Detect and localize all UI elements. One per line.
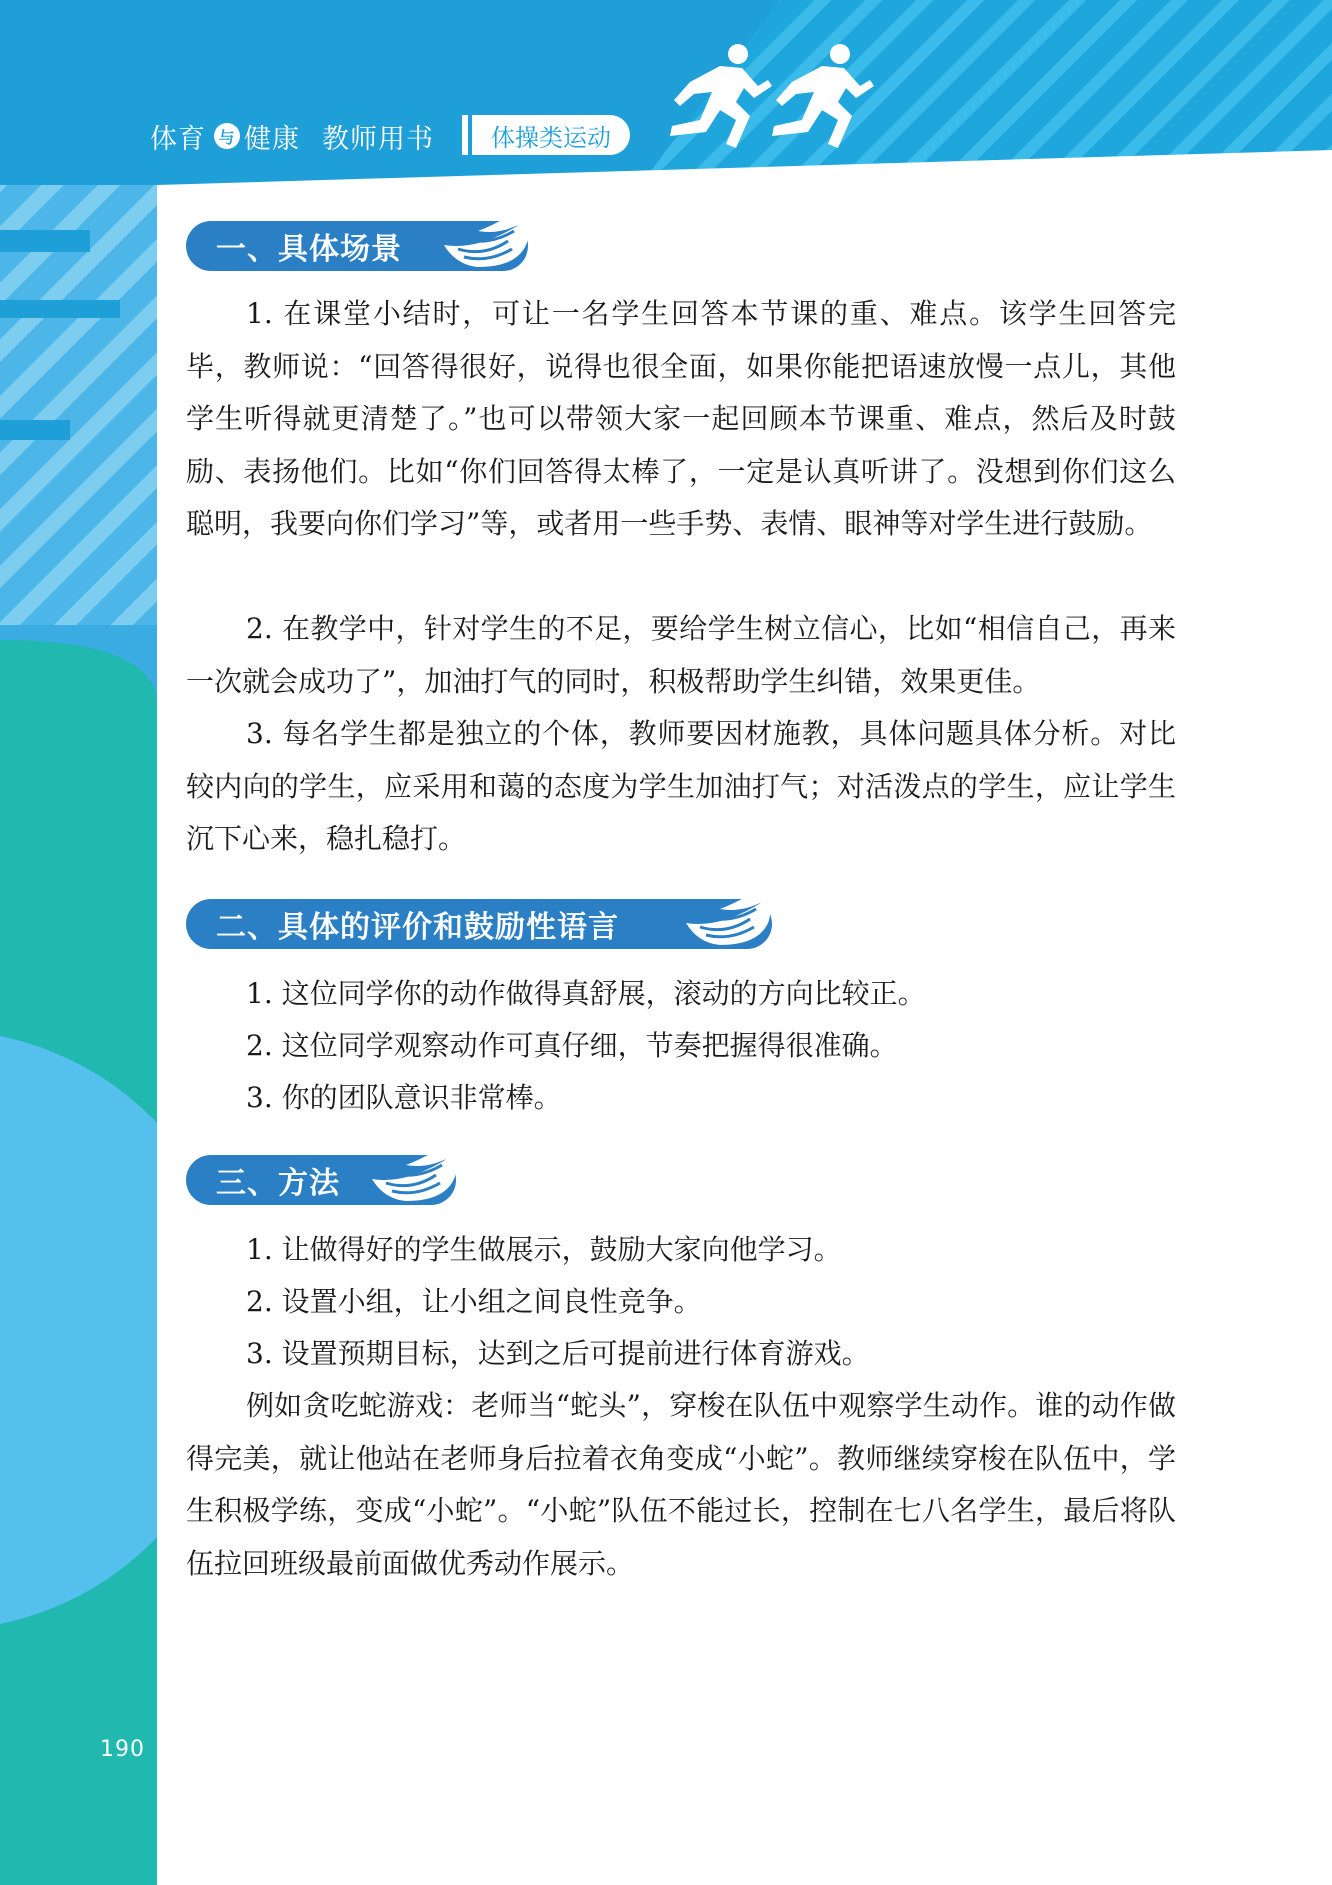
section-1-paragraph-3: 3. 每名学生都是独立的个体，教师要因材施教，具体问题具体分析。对比较内向的学生，应采用和蔼的态度为学生加油打气；对活泼点的学生，应让学生沉下心来，稳扎稳打。 [186, 717, 1176, 856]
wave-icon [438, 211, 534, 273]
runner-icon [650, 40, 880, 160]
section-1-title: 一、具体场景 [216, 232, 402, 267]
page-number: 190 [100, 1737, 145, 1762]
wave-icon [680, 889, 776, 951]
section-3-item-3: 3. 设置预期目标，达到之后可提前进行体育游戏。 [246, 1337, 870, 1370]
wave-icon [366, 1145, 462, 1207]
header-title-part3: 教师用书 [322, 123, 434, 155]
section-3-paragraph: 例如贪吃蛇游戏：老师当“蛇头”，穿梭在队伍中观察学生动作。谁的动作做得完美，就让他站在老师身后拉着衣角变成“小蛇”。教师继续穿梭在队伍中，学生积极学练，变成“小蛇”。“小蛇”队伍不能过长，控制在七八名学生，最后将队伍拉回班级最前面做优秀动作展示。 [186, 1389, 1176, 1580]
header-title-part1: 体育 [150, 123, 206, 155]
section-2-header [186, 899, 772, 949]
header-title-part2: 健康 [244, 123, 300, 155]
header-yu-badge: 与 [214, 123, 240, 149]
header-title [150, 116, 434, 156]
section-1-paragraph-1: 1. 在课堂小结时，可让一名学生回答本节课的重、难点。该学生回答完毕，教师说：“回答得很好，说得也很全面，如果你能把语速放慢一点儿，其他学生听得就更清楚了。”也可以带领大家一起回顾本节课重、难点，然后及时鼓励、表扬他们。比如“你们回答得太棒了，一定是认真听讲了。没想到你们这么聪明，我要向你们学习”等，或者用一些手势、表情、眼神等对学生进行鼓励。 [186, 297, 1176, 541]
section-2-title: 二、具体的评价和鼓励性语言 [216, 910, 619, 945]
section-3-item-2: 2. 设置小组，让小组之间良性竞争。 [246, 1285, 702, 1318]
section-1-paragraph-2: 2. 在教学中，针对学生的不足，要给学生树立信心，比如“相信自己，再来一次就会成功了”，加油打气的同时，积极帮助学生纠错，效果更佳。 [186, 612, 1176, 698]
header-tab-label: 体操类运动 [472, 115, 630, 155]
section-1-header [186, 221, 528, 271]
section-2-item-2: 2. 这位同学观察动作可真仔细，节奏把握得很准确。 [246, 1029, 898, 1062]
section-3-item-1: 1. 让做得好的学生做展示，鼓励大家向他学习。 [246, 1233, 842, 1266]
section-3-header [186, 1155, 456, 1205]
section-2-item-3: 3. 你的团队意识非常棒。 [246, 1081, 562, 1114]
section-3-title: 三、方法 [216, 1166, 340, 1201]
section-2-item-1: 1. 这位同学你的动作做得真舒展，滚动的方向比较正。 [246, 977, 926, 1010]
